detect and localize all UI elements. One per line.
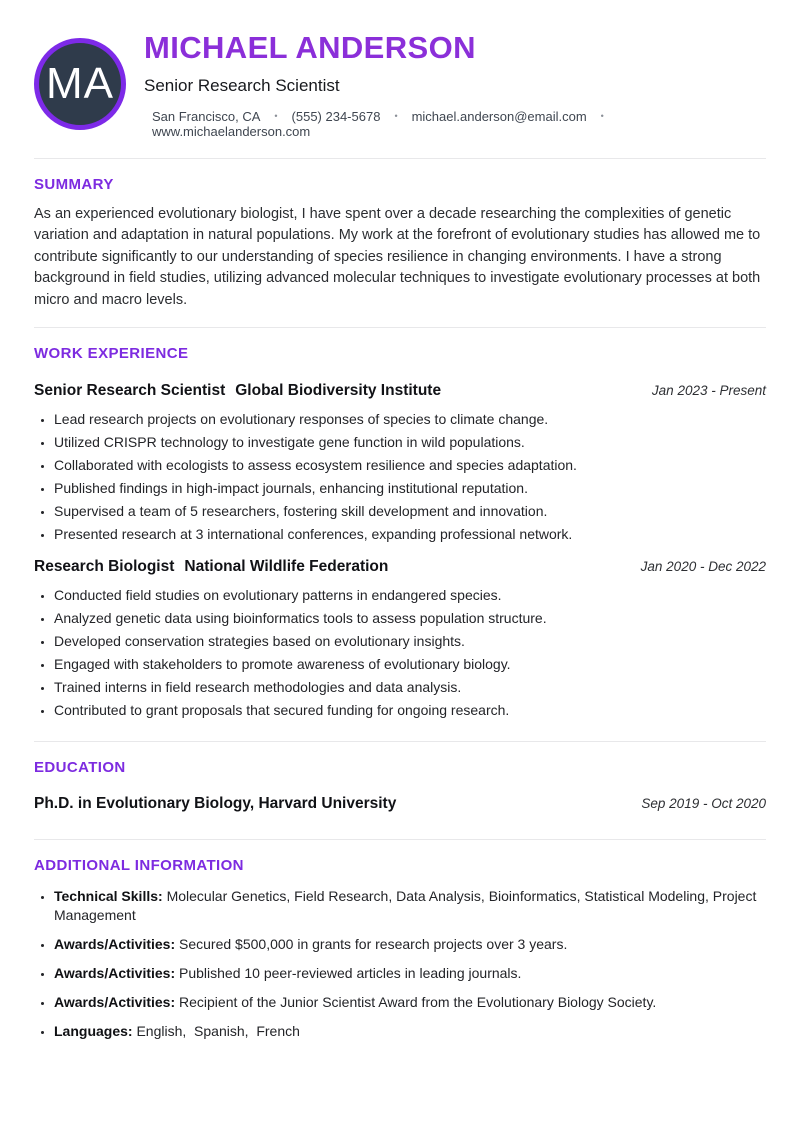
additional-info-item bbox=[54, 935, 766, 954]
additional-info-item bbox=[54, 964, 766, 983]
section-divider bbox=[34, 741, 766, 742]
contact-line bbox=[152, 109, 766, 139]
additional-information-heading: ADDITIONAL INFORMATION bbox=[34, 857, 244, 875]
section-divider bbox=[34, 327, 766, 328]
avatar bbox=[34, 38, 126, 130]
summary-heading: SUMMARY bbox=[34, 175, 114, 193]
job-bullet-list bbox=[34, 412, 766, 542]
dot-separator-icon: • bbox=[394, 111, 398, 122]
education-degree: Ph.D. in Evolutionary Biology, Harvard University bbox=[34, 795, 397, 813]
additional-info-list bbox=[34, 887, 766, 1041]
avatar-initials: MA bbox=[46, 59, 114, 109]
job-bullet: • Contributed to grant proposals that secured funding for ongoing research. bbox=[54, 703, 766, 718]
dot-separator-icon: • bbox=[600, 111, 604, 122]
education-entry bbox=[34, 795, 766, 813]
job-bullet: • Engaged with stakeholders to promote awareness of evolutionary biology. bbox=[54, 657, 766, 672]
section-divider bbox=[34, 839, 766, 840]
candidate-name: MICHAEL ANDERSON bbox=[144, 30, 476, 65]
contact-email: michael.anderson@email.com bbox=[411, 108, 587, 124]
dot-separator-icon: • bbox=[274, 111, 278, 122]
job-bullet: • Supervised a team of 5 researchers, fostering skill development and innovation. bbox=[54, 504, 766, 519]
job-bullet: • Presented research at 3 international conferences, expanding professional network. bbox=[54, 527, 766, 542]
job-bullet-list bbox=[34, 588, 766, 718]
candidate-job-title: Senior Research Scientist bbox=[144, 75, 340, 95]
additional-info-item bbox=[54, 1022, 766, 1041]
item-label: Awards/Activities: bbox=[54, 994, 176, 1011]
work-experience-heading: WORK EXPERIENCE bbox=[34, 345, 189, 363]
contact-website: www.michaelanderson.com bbox=[152, 123, 311, 139]
contact-phone: (555) 234-5678 bbox=[291, 108, 381, 124]
item-label: Technical Skills: bbox=[54, 888, 163, 905]
item-text: Molecular Genetics, Field Research, Data Analysis, Bioinformatics, Statistical Modeling, Project Management bbox=[54, 888, 757, 924]
job-header bbox=[34, 382, 766, 400]
job-bullet: • Developed conservation strategies based on evolutionary insights. bbox=[54, 634, 766, 649]
job-company: National Wildlife Federation bbox=[184, 557, 389, 575]
item-label: Awards/Activities: bbox=[54, 965, 176, 982]
item-label: Awards/Activities: bbox=[54, 936, 176, 953]
education-heading: EDUCATION bbox=[34, 759, 126, 777]
contact-location: San Francisco, CA bbox=[152, 108, 261, 124]
job-dates: Jan 2020 - Dec 2022 bbox=[640, 558, 766, 574]
item-text: Secured $500,000 in grants for research projects over 3 years. bbox=[179, 936, 568, 953]
job-bullet: • Published findings in high-impact journals, enhancing institutional reputation. bbox=[54, 481, 766, 496]
job-position: Senior Research Scientist bbox=[34, 382, 226, 400]
job-bullet: • Utilized CRISPR technology to investigate gene function in wild populations. bbox=[54, 435, 766, 450]
header-text bbox=[144, 30, 766, 139]
item-text: Recipient of the Junior Scientist Award from the Evolutionary Biology Society. bbox=[179, 994, 657, 1011]
additional-info-item bbox=[54, 993, 766, 1012]
job-bullet: • Collaborated with ecologists to assess ecosystem resilience and species adaptation. bbox=[54, 458, 766, 473]
job-bullet: • Trained interns in field research methodologies and data analysis. bbox=[54, 680, 766, 695]
item-text: Published 10 peer-reviewed articles in leading journals. bbox=[179, 965, 522, 982]
job-title-line bbox=[34, 558, 388, 576]
job-bullet: • Lead research projects on evolutionary responses of species to climate change. bbox=[54, 412, 766, 427]
job-company: Global Biodiversity Institute bbox=[235, 382, 442, 400]
education-dates: Sep 2019 - Oct 2020 bbox=[641, 796, 766, 812]
job-bullet: • Conducted field studies on evolutionary patterns in endangered species. bbox=[54, 588, 766, 603]
job-dates: Jan 2023 - Present bbox=[651, 383, 766, 399]
job-header bbox=[34, 558, 766, 576]
job-bullet: • Analyzed genetic data using bioinformatics tools to assess population structure. bbox=[54, 611, 766, 626]
job-title-line bbox=[34, 382, 441, 400]
job-position: Research Biologist bbox=[34, 557, 175, 575]
item-text: English, Spanish, French bbox=[136, 1023, 300, 1040]
item-label: Languages: bbox=[54, 1023, 133, 1040]
additional-info-item bbox=[54, 887, 766, 925]
resume-header bbox=[34, 0, 766, 159]
summary-text: As an experienced evolutionary biologist, I have spent over a decade researching the complexities of genetic variation and adaptation in natural populations. My work at the forefront of evolutionary studies has allowed me to contribute significantly to our understanding of species resilience in changing environments. I have a strong background in field studies, utilizing advanced molecular techniques to investigate evolutionary processes at both micro and macro levels. bbox=[34, 205, 761, 308]
